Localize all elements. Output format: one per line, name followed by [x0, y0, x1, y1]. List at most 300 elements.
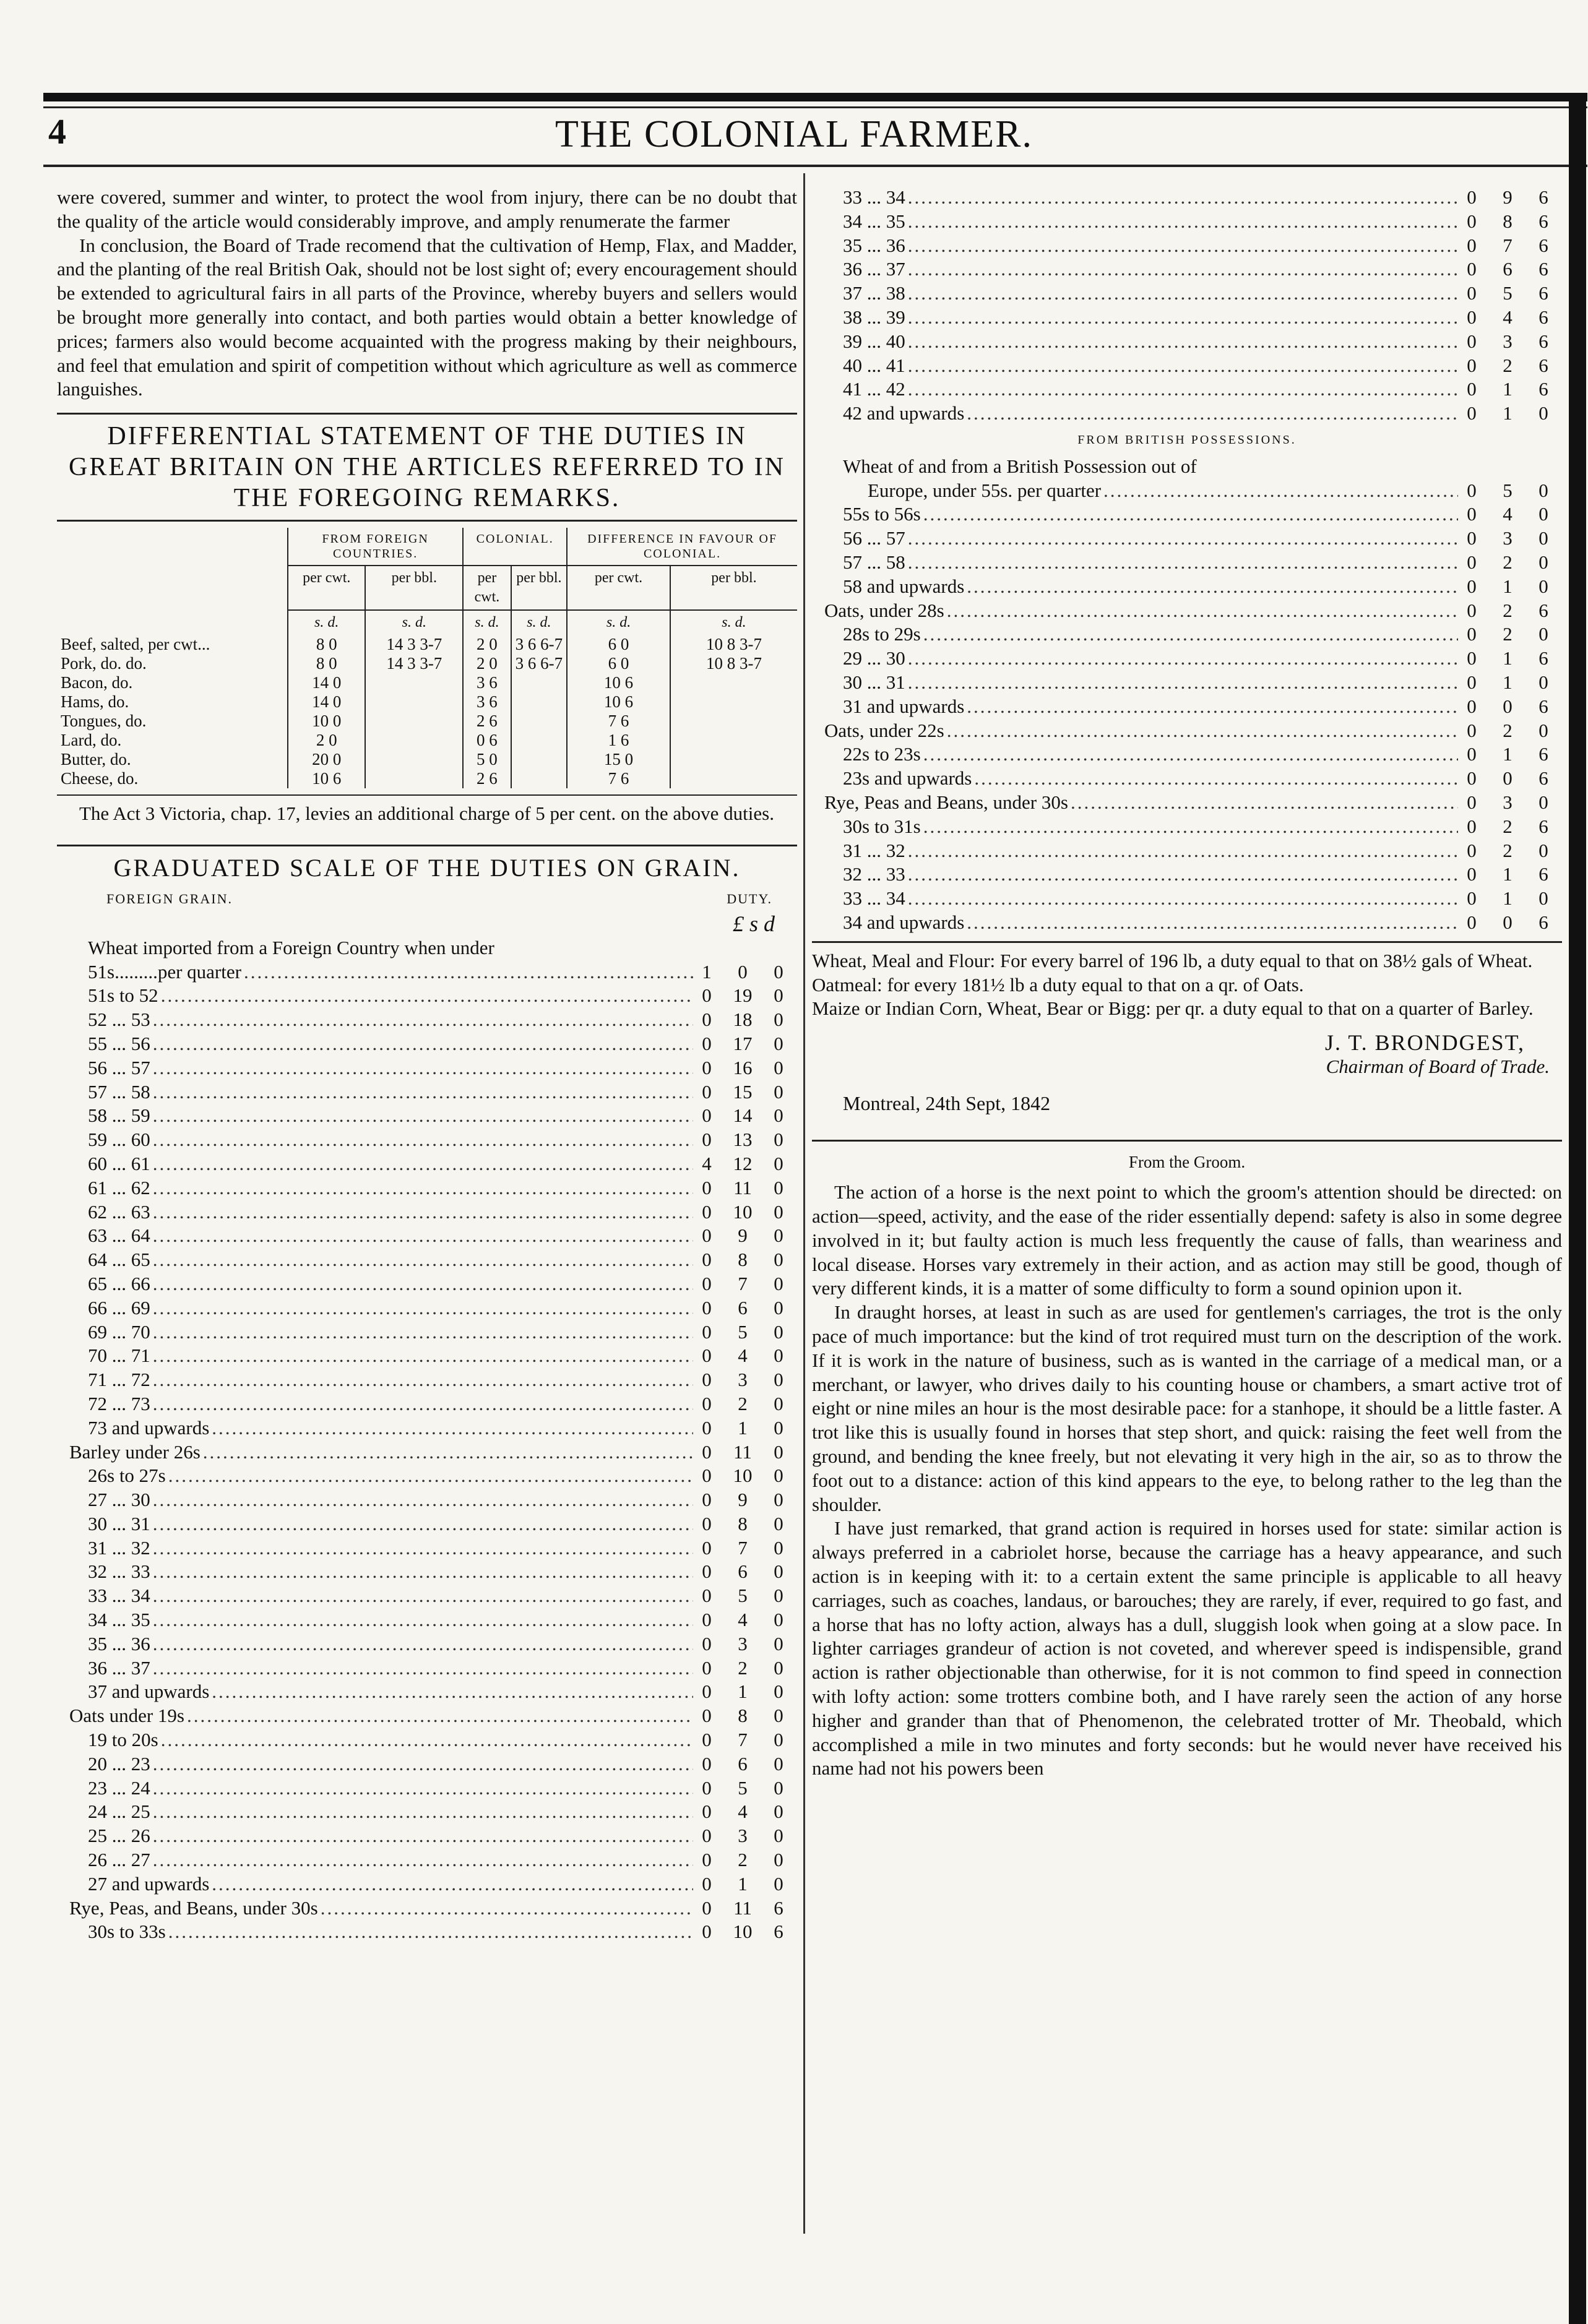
shillings: 2: [1503, 719, 1512, 741]
row-label: 26 ... 27: [88, 1849, 150, 1871]
pounds: 0: [1467, 354, 1477, 376]
duty-label: DUTY.: [727, 890, 772, 906]
leader-dots: [166, 1464, 693, 1488]
duty-amount: [693, 1752, 797, 1776]
pence: 0: [774, 1872, 783, 1895]
scale-row: [57, 1272, 797, 1296]
scale-row: [57, 1584, 797, 1608]
shillings: 17: [733, 1032, 753, 1054]
pence: 0: [774, 1609, 783, 1631]
leader-dots: [905, 647, 1458, 671]
scale-row: [57, 984, 797, 1008]
pounds: 0: [702, 1440, 712, 1463]
pounds: 0: [702, 1272, 712, 1294]
article-cell: Cheese, do.: [61, 769, 139, 788]
section-rule: [57, 413, 797, 415]
row-label: Oats, under 22s: [824, 719, 944, 741]
newspaper-title: THE COLONIAL FARMER.: [555, 113, 1033, 155]
pounds: 0: [1467, 186, 1477, 208]
row-label: Rye, Peas and Beans, under 30s: [824, 791, 1068, 813]
leader-dots: [150, 1752, 693, 1776]
shillings: 7: [738, 1729, 748, 1751]
row-label: 58 and upwards: [843, 575, 965, 597]
pence: 6: [1538, 234, 1548, 256]
scale-row: [57, 1152, 797, 1176]
pounds: 0: [702, 1080, 712, 1103]
row-label: 63 ... 64: [88, 1224, 150, 1247]
pounds: 0: [702, 1632, 712, 1655]
pence: 0: [774, 1176, 783, 1199]
duty-cell: [511, 692, 567, 712]
pence: 6: [1538, 282, 1548, 304]
row-label: 31 ... 32: [843, 839, 905, 861]
row-label: 29 ... 30: [843, 647, 905, 669]
pence: 6: [1538, 210, 1548, 232]
row-label: 40 ... 41: [843, 354, 905, 376]
pounds: 0: [702, 1560, 712, 1583]
article-source: From the Groom.: [1128, 1153, 1246, 1172]
scale-row: [812, 210, 1562, 234]
duty-cell: 3 6: [463, 692, 511, 712]
row-label: 20 ... 23: [88, 1752, 150, 1775]
duty-amount: [693, 1920, 797, 1944]
row-label: 30 ... 31: [843, 671, 905, 693]
pence: 6: [1538, 647, 1548, 669]
shillings: 11: [733, 1440, 752, 1463]
scale-row: [57, 1488, 797, 1512]
pounds: 0: [702, 1369, 712, 1391]
row-label: 33 ... 34: [843, 186, 905, 208]
pounds: 0: [1467, 767, 1477, 790]
scale-row: [57, 1296, 797, 1320]
leader-dots: [964, 575, 1458, 599]
pence: 0: [774, 1465, 783, 1487]
duty-amount: [693, 1368, 797, 1392]
shillings: 6: [1503, 258, 1512, 280]
row-label: 39 ... 40: [843, 330, 905, 352]
leader-dots: [905, 306, 1458, 330]
pounds: 0: [1467, 911, 1477, 933]
row-label: 31 and upwards: [843, 695, 965, 717]
scale-row: [57, 1464, 797, 1488]
leader-dots: [150, 1368, 693, 1392]
duty-amount: [693, 1296, 797, 1320]
shillings: 2: [1503, 815, 1512, 837]
scale-column-headers: [57, 887, 797, 911]
pence: 0: [774, 1440, 783, 1463]
currency-units: £ s d: [732, 911, 775, 936]
leader-dots: [150, 1344, 693, 1368]
pounds: 0: [702, 1032, 712, 1054]
pounds: 0: [1467, 282, 1477, 304]
duty-amount: [693, 1632, 797, 1656]
leader-dots: [150, 1128, 693, 1152]
table-row: [57, 769, 797, 788]
duty-amount: [693, 1104, 797, 1128]
row-label: 36 ... 37: [88, 1656, 150, 1679]
row-label: 51s to 52: [88, 984, 158, 1007]
page-edge-shadow: [1569, 93, 1586, 2324]
british-oats-28-list: [812, 599, 1562, 719]
scale-row: [57, 1800, 797, 1824]
pence: 0: [774, 1656, 783, 1679]
table-row: [57, 712, 797, 731]
row-label: 34 ... 35: [88, 1609, 150, 1631]
row-label: 26s to 27s: [88, 1465, 166, 1487]
row-label: 71 ... 72: [88, 1369, 150, 1391]
duty-amount: [693, 1080, 797, 1104]
scale-row: [57, 1728, 797, 1752]
shillings: 14: [733, 1104, 753, 1127]
section-rule: [57, 845, 797, 846]
section-rule: [812, 941, 1562, 943]
article-cell: Bacon, do.: [61, 673, 133, 692]
leader-dots: [905, 330, 1458, 354]
pence: 6: [1538, 186, 1548, 208]
row-label: Europe, under 55s. per quarter: [868, 479, 1102, 501]
shillings: 8: [738, 1705, 748, 1727]
scale-row: [812, 527, 1562, 551]
pounds: 0: [702, 1200, 712, 1223]
table-bottom-rule: [57, 794, 797, 796]
row-label: 61 ... 62: [88, 1176, 150, 1199]
row-label: 23s and upwards: [843, 767, 972, 790]
shillings: 3: [738, 1369, 748, 1391]
pounds: 0: [1467, 743, 1477, 765]
pence: 0: [774, 1776, 783, 1799]
duty-amount: [1458, 234, 1562, 258]
row-label: 35 ... 36: [88, 1632, 150, 1655]
duty-cell: [365, 750, 463, 769]
pence: 0: [1538, 791, 1548, 813]
pounds: 0: [702, 1872, 712, 1895]
row-label: 65 ... 66: [88, 1272, 150, 1294]
leader-dots: [944, 719, 1458, 743]
duty-amount: [1458, 257, 1562, 282]
intro-paragraph-2: In conclusion, the Board of Trade recomend that the cultivation of Hemp, Flax, and Madder, and the planting of the real British Oak, should not be lost sight of; every encouragement should be extended to agricultural fairs in all parts of the Province, whereby buyers and sellers would be brought more generally into contact, and both parties would obtain a better knowledge of prices; farmers also would become acquainted with the progress making by their neighbours, and feel that emulation and spirit of competition without which agriculture as well as commerce languishes.: [57, 234, 797, 400]
duty-amount: [693, 1848, 797, 1872]
scale-row: [812, 695, 1562, 719]
article-cell: Lard, do.: [61, 731, 122, 750]
leader-dots: [150, 1560, 693, 1584]
duty-amount: [693, 1872, 797, 1896]
duty-amount: [693, 1320, 797, 1345]
duty-amount: [1458, 210, 1562, 234]
leader-dots: [209, 1872, 693, 1896]
scale-row: [812, 234, 1562, 258]
pounds: 0: [702, 1056, 712, 1078]
row-label: 51s.........per quarter: [88, 960, 241, 983]
scale-row: [812, 839, 1562, 863]
scale-row: [57, 1776, 797, 1801]
column-divider: [803, 173, 805, 2234]
duty-amount: [1458, 330, 1562, 354]
leader-dots: [150, 1848, 693, 1872]
duty-amount: [693, 1608, 797, 1632]
scale-row: [57, 1416, 797, 1440]
british-oats-22-list: [812, 719, 1562, 791]
pence: 0: [774, 1705, 783, 1727]
duty-cell: 7 6: [567, 712, 670, 731]
row-label: 24 ... 25: [88, 1801, 150, 1823]
duty-amount: [693, 1272, 797, 1296]
left-column: [57, 186, 797, 1944]
leader-dots: [964, 402, 1458, 426]
duty-cell: 2 0: [288, 731, 365, 750]
shillings: 2: [1503, 839, 1512, 861]
oats-scale-list: [57, 1704, 797, 1896]
duty-amount: [693, 1512, 797, 1536]
shillings: 10: [733, 1200, 753, 1223]
shillings: 9: [738, 1224, 748, 1247]
pounds: 0: [702, 1224, 712, 1247]
pounds: 0: [1467, 671, 1477, 693]
row-label: 41 ... 42: [843, 378, 905, 400]
pounds: 0: [702, 1345, 712, 1367]
shillings: 15: [733, 1080, 753, 1103]
scale-row: [57, 1344, 797, 1368]
pence: 0: [774, 1200, 783, 1223]
row-label: 56 ... 57: [88, 1056, 150, 1078]
pounds: 0: [1467, 791, 1477, 813]
signature-title: Chairman of Board of Trade.: [1326, 1055, 1550, 1077]
duty-cell: [365, 769, 463, 788]
scale-row: [57, 1848, 797, 1872]
duty-amount: [1458, 695, 1562, 719]
shillings: 5: [738, 1585, 748, 1607]
duty-amount: [1458, 887, 1562, 911]
leader-dots: [905, 210, 1458, 234]
leader-dots: [209, 1416, 693, 1440]
duty-cell: 10 6: [567, 673, 670, 692]
duty-amount: [1458, 599, 1562, 623]
duty-cell: 5 0: [463, 750, 511, 769]
scale-row: [57, 1080, 797, 1104]
pounds: 0: [702, 1825, 712, 1847]
section-rule: [812, 1140, 1562, 1142]
pounds: 0: [1467, 527, 1477, 549]
pounds: 0: [1467, 258, 1477, 280]
shillings: 11: [733, 1896, 752, 1919]
pence: 0: [774, 1080, 783, 1103]
pence: 0: [774, 1585, 783, 1607]
scale-row: [57, 960, 797, 984]
pounds: 0: [702, 1320, 712, 1343]
barley-scale-list: [57, 1440, 797, 1705]
leader-dots: [905, 257, 1458, 282]
shillings: 1: [738, 1681, 748, 1703]
pounds: 0: [702, 1585, 712, 1607]
row-label: 55s to 56s: [843, 503, 921, 525]
scale-row: [812, 502, 1562, 527]
duty-cell: [365, 731, 463, 750]
row-label: 62 ... 63: [88, 1200, 150, 1223]
duty-amount: [1458, 622, 1562, 647]
pounds: 0: [1467, 599, 1477, 621]
leader-dots: [905, 186, 1458, 210]
duty-amount: [693, 1896, 797, 1921]
table-row: [57, 692, 797, 712]
scale-row: [812, 911, 1562, 935]
rye-scale-continued: [812, 186, 1562, 426]
graduated-heading: GRADUATED SCALE OF THE DUTIES ON GRAIN.: [113, 853, 741, 882]
row-label: 33 ... 34: [88, 1585, 150, 1607]
shillings: 2: [1503, 599, 1512, 621]
duty-amount: [1458, 839, 1562, 863]
shillings: 2: [1503, 551, 1512, 573]
pounds: 1: [702, 960, 712, 983]
duty-cell: 1 6: [567, 731, 670, 750]
pence: 0: [774, 1369, 783, 1391]
pounds: 0: [702, 1705, 712, 1727]
scale-row: [812, 599, 1562, 623]
leader-dots: [150, 1584, 693, 1608]
duty-amount: [1458, 791, 1562, 815]
leader-dots: [964, 911, 1458, 935]
pence: 0: [774, 1272, 783, 1294]
leader-dots: [150, 1776, 693, 1801]
pounds: 0: [702, 1249, 712, 1271]
duty-amount: [693, 1536, 797, 1560]
pence: 0: [774, 1296, 783, 1319]
scale-row: [57, 1440, 797, 1465]
table-row: [57, 750, 797, 769]
groom-paragraph-1: The action of a horse is the next point to which the groom's attention should be directed: on action—speed, activity, and the ease of the rider essentially depend: safety is also in some degree involved in it; but faulty action is much less frequently the cause of falls, than weariness and local disease. Horses vary extremely in their action, and as action may still be good, though of very different kinds, it is a matter of some difficulty to form a sound opinion upon it.: [812, 1181, 1562, 1299]
shillings: 6: [738, 1296, 748, 1319]
shillings: 1: [1503, 378, 1512, 400]
leader-dots: [150, 1392, 693, 1416]
leader-dots: [150, 1512, 693, 1536]
unit-header: per bbl.: [670, 566, 797, 610]
scale-row: [57, 1320, 797, 1345]
scale-row: [57, 1920, 797, 1944]
shillings: 0: [1503, 695, 1512, 717]
shillings: 5: [738, 1320, 748, 1343]
leader-dots: [150, 1536, 693, 1560]
shillings: 4: [738, 1609, 748, 1631]
signature: J. T. BRONDGEST,: [1324, 1030, 1525, 1056]
pounds: 0: [702, 1129, 712, 1151]
pence: 0: [1538, 527, 1548, 549]
row-label: Oats, under 28s: [824, 599, 944, 621]
article-cell: Beef, salted, per cwt...: [61, 635, 210, 654]
duty-amount: [1458, 911, 1562, 935]
pence: 0: [1538, 719, 1548, 741]
pence: 6: [1538, 354, 1548, 376]
pence: 6: [1538, 767, 1548, 790]
leader-dots: [150, 1056, 693, 1080]
duty-amount: [1458, 767, 1562, 791]
row-label: 22s to 23s: [843, 743, 921, 765]
table-row: [57, 731, 797, 750]
duty-amount: [1458, 306, 1562, 330]
leader-dots: [201, 1440, 693, 1465]
shillings: 3: [1503, 527, 1512, 549]
shillings: 4: [738, 1801, 748, 1823]
pounds: 0: [1467, 551, 1477, 573]
money-header: s. d.: [463, 610, 511, 635]
row-label: 25 ... 26: [88, 1825, 150, 1847]
row-label: 37 and upwards: [88, 1681, 210, 1703]
scale-row: [812, 282, 1562, 306]
row-label: 34 ... 35: [843, 210, 905, 232]
shillings: 1: [738, 1416, 748, 1439]
row-label: 57 ... 58: [88, 1080, 150, 1103]
row-label: 33 ... 34: [843, 887, 905, 910]
unit-header: per bbl.: [365, 566, 463, 610]
duty-amount: [1458, 377, 1562, 402]
shillings: 8: [738, 1512, 748, 1534]
duty-amount: [1458, 671, 1562, 695]
duty-amount: [1458, 815, 1562, 839]
money-header: s. d.: [365, 610, 463, 635]
groom-paragraph-2: In draught horses, at least in such as are used for gentlemen's carriages, the trot is the only pace of much importance: but the kind of trot required must turn on the description of the work. If it is work in the nature of business, such as is wanted in the carriage of a medical man, or a merchant, or lawyer, who drives daily to his counting house or chambers, a smart active trot of eight or nine miles an hour is the most desirable pace: for a stanhope, it should be a little faster. A trot like this is usually found in horses that step short, and quick: raising the feet well from the ground, and bending the knee freely, but not elevating it very high in the air, so as to throw the foot out to a distance: action of this kind appears to the eye, to belong rather to the leg than the shoulder.: [812, 1301, 1562, 1515]
pence: 6: [1538, 863, 1548, 885]
pence: 0: [774, 1752, 783, 1775]
duty-cell: 14 0: [288, 673, 365, 692]
scale-row: [812, 330, 1562, 354]
row-label: 23 ... 24: [88, 1776, 150, 1799]
shillings: 3: [1503, 791, 1512, 813]
duty-amount: [693, 1656, 797, 1681]
duty-amount: [693, 1344, 797, 1368]
pounds: 0: [702, 1752, 712, 1775]
group-header-foreign: FROM FOREIGN COUNTRIES.: [288, 528, 463, 566]
shillings: 16: [733, 1056, 753, 1078]
duty-cell: 2 6: [463, 712, 511, 731]
duty-cell: [365, 712, 463, 731]
pence: 6: [774, 1896, 783, 1919]
duty-cell: 20 0: [288, 750, 365, 769]
pounds: 0: [702, 1512, 712, 1534]
leader-dots: [905, 282, 1458, 306]
scale-row: [812, 575, 1562, 599]
rye-scale-list: [57, 1896, 797, 1945]
unit-header: per cwt.: [567, 566, 670, 610]
leader-dots: [905, 839, 1458, 863]
leader-dots: [158, 1728, 693, 1752]
duty-cell: [511, 769, 567, 788]
leader-dots: [972, 767, 1458, 791]
pence: 0: [774, 1392, 783, 1414]
pence: 0: [1538, 671, 1548, 693]
row-label: 30s to 31s: [843, 815, 921, 837]
pounds: 0: [702, 1656, 712, 1679]
row-label: 32 ... 33: [88, 1560, 150, 1583]
table-row: [57, 635, 797, 654]
scale-row: [57, 1128, 797, 1152]
duty-amount: [693, 1200, 797, 1224]
duty-amount: [693, 1128, 797, 1152]
leader-dots: [921, 502, 1458, 527]
shillings: 12: [733, 1152, 753, 1174]
leader-dots: [150, 1800, 693, 1824]
page-number: 4: [48, 111, 66, 152]
row-label: 38 ... 39: [843, 306, 905, 328]
duty-cell: [670, 750, 797, 769]
pence: 6: [774, 1921, 783, 1943]
pence: 0: [774, 1560, 783, 1583]
pence: 0: [774, 1249, 783, 1271]
scale-row: [57, 1392, 797, 1416]
pounds: 0: [1467, 210, 1477, 232]
pounds: 0: [702, 1536, 712, 1559]
row-label: 30 ... 31: [88, 1512, 150, 1534]
shillings: 18: [733, 1009, 753, 1031]
article-cell: Tongues, do.: [61, 712, 147, 731]
shillings: 5: [1503, 282, 1512, 304]
row-label: 66 ... 69: [88, 1296, 150, 1319]
